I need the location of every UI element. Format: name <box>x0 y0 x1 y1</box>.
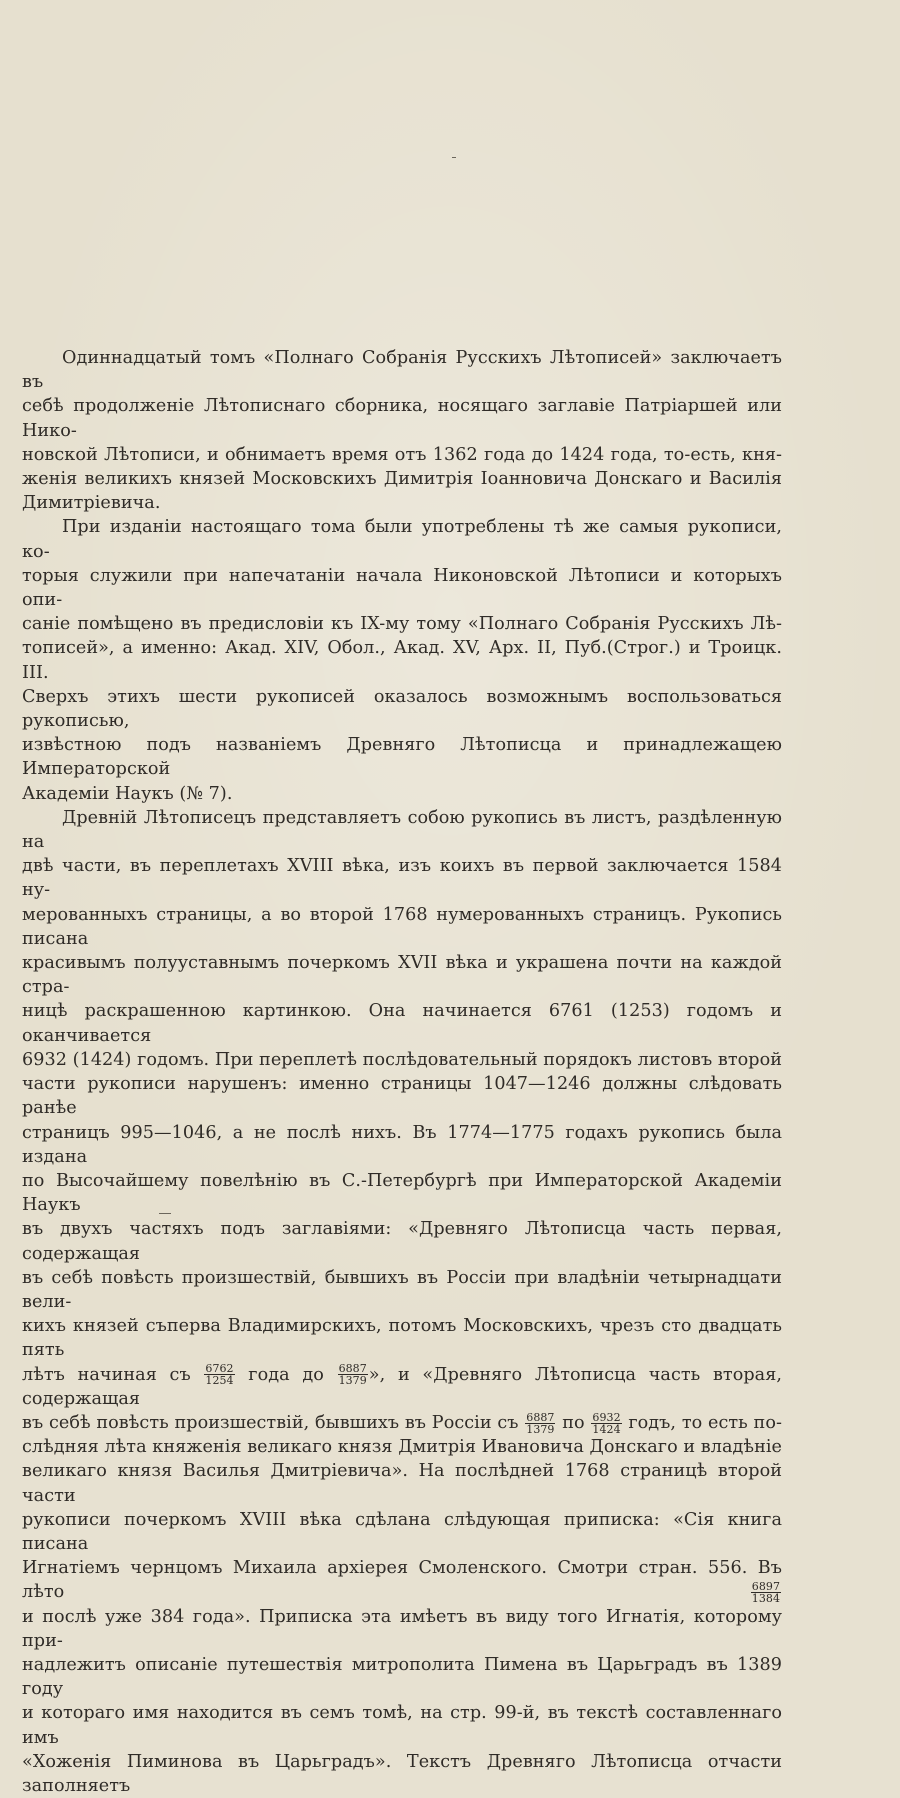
text-line: кихъ князей съперва Владимирскихъ, потомъ Московскихъ, чрезъ сто двадцать пять <box>22 1316 782 1361</box>
text-line: мерованныхъ страницы, а во второй 1768 нумерованныхъ страницъ. Рукопись писана <box>22 904 782 949</box>
fraction-numerator: 6887 <box>338 1362 367 1376</box>
fraction <box>751 1581 781 1604</box>
text-line: двѣ части, въ переплетахъ XVIII вѣка, изъ коихъ въ первой заключается 1584 ну- <box>22 856 782 901</box>
fraction <box>338 1363 368 1386</box>
text-line: въ себѣ повѣсть произшествій, бывшихъ въ Россіи съ $\frac{6887}{1379}$ по $\frac{6932}{1424}$ годъ, то есть по- <box>22 1410 782 1436</box>
text-line: извѣстною подъ названіемъ Древняго Лѣтописца и принадлежащею Императорской <box>22 735 782 780</box>
text-line: Академіи Наукъ (№ 7). <box>22 783 233 804</box>
body-text <box>22 346 782 1798</box>
text-line: Игнатіемъ чернцомъ Михаила архіерея Смоленского. Смотри стран. 556. Въ лѣто $\frac{6897}{1384}$ <box>22 1558 782 1606</box>
text-line: и послѣ уже 384 года». Приписка эта имѣетъ въ виду того Игнатія, которому при- <box>22 1606 782 1651</box>
fraction-denominator: 1379 <box>526 1422 555 1436</box>
text-line: рукописи почеркомъ XVIII вѣка сдѣлана слѣдующая приписка: «Сія книга писана <box>22 1509 782 1554</box>
text-line: «Хоженія Пиминова въ Царьградъ». Текстъ Древняго Лѣтописца отчасти заполняетъ <box>22 1751 782 1796</box>
fraction-denominator: 1254 <box>205 1374 234 1388</box>
text-line: тописей», а именно: Акад. XIV, Обол., Акад. XV, Арх. II, Пуб.(Строг.) и Троицк. III. <box>22 638 782 683</box>
fraction <box>525 1412 555 1435</box>
text-line: Сверхъ этихъ шести рукописей оказалось возможнымъ воспользоваться рукописью, <box>22 686 782 732</box>
text-line: Димитріевича. <box>22 493 161 514</box>
text-line: женія великихъ князей Московскихъ Димитрія Іоанновича Донскаго и Василія <box>22 469 782 490</box>
fraction-numerator: 6897 <box>751 1580 780 1594</box>
text-line: красивымъ полууставнымъ почеркомъ XVII вѣка и украшена почти на каждой стра- <box>22 953 782 998</box>
text-line: въ двухъ частяхъ подъ заглавіями: «Древняго Лѣтописца часть первая, содержащая <box>22 1219 782 1264</box>
text-line: великаго князя Василья Дмитріевича». На послѣдней 1768 страницѣ второй части <box>22 1461 782 1506</box>
text-line: торыя служили при напечатаніи начала Никоновской Лѣтописи и которыхъ опи- <box>22 565 782 611</box>
text-line: 6932 (1424) годомъ. При переплетѣ послѣдовательный порядокъ листовъ второй <box>22 1049 782 1070</box>
fraction <box>591 1412 621 1435</box>
text-line: саніе помѣщено въ предисловіи къ IX-му тому «Полнаго Собранія Русскихъ Лѣ- <box>22 614 782 635</box>
text-line: Одиннадцатый томъ «Полнаго Собранія Русскихъ Лѣтописей» заключаетъ въ <box>22 348 782 393</box>
text-line: При изданіи настоящаго тома были употреблены тѣ же самыя рукописи, ко- <box>22 517 782 562</box>
fraction-denominator: 1384 <box>751 1592 780 1606</box>
text-line: лѣтъ начиная съ $\frac{6762}{1254}$ года до $\frac{6887}{1379}$ », и «Древняго Лѣтописца часть вторая, содержащая <box>22 1362 782 1409</box>
text-line: надлежитъ описаніе путешествія митрополита Пимена въ Царьградъ въ 1389 году <box>22 1654 782 1700</box>
fraction-denominator: 1424 <box>592 1422 621 1436</box>
text-line: новской Лѣтописи, и обнимаетъ время отъ 1362 года до 1424 года, то-есть, кня- <box>22 444 782 465</box>
text-line: ницѣ раскрашенною картинкою. Она начинается 6761 (1253) годомъ и оканчивается <box>22 1001 782 1046</box>
text-line: слѣдняя лѣта княженія великаго князя Дмитрія Ивановича Донскаго и владѣніе <box>22 1437 782 1458</box>
text-line: въ себѣ повѣсть произшествій, бывшихъ въ Россіи при владѣніи четырнадцати вели- <box>22 1267 782 1312</box>
fraction-numerator: 6887 <box>526 1410 555 1424</box>
text-line: по Высочайшему повелѣнію въ С.-Петербургѣ при Императорской Академіи Наукъ <box>22 1170 782 1216</box>
text-line: страницъ 995—1046, а не послѣ нихъ. Въ 1774—1775 годахъ рукопись была издана <box>22 1122 782 1167</box>
text-line: части рукописи нарушенъ: именно страницы 1047—1246 должны слѣдовать ранѣе <box>22 1074 782 1119</box>
text-line: Древній Лѣтописецъ представляетъ собою рукопись въ листъ, раздѣленную на <box>22 807 782 853</box>
fraction-numerator: 6932 <box>592 1410 621 1424</box>
text-line: и котораго имя находится въ семъ томѣ, на стр. 99-й, въ текстѣ составленнаго имъ <box>22 1703 782 1748</box>
fraction <box>204 1363 234 1386</box>
text-line: себѣ продолженіе Лѣтописнаго сборника, носящаго заглавіе Патріаршей или Нико- <box>22 396 782 441</box>
fraction-denominator: 1379 <box>338 1374 367 1388</box>
speck-mark <box>452 157 456 158</box>
fraction-numerator: 6762 <box>205 1362 234 1376</box>
